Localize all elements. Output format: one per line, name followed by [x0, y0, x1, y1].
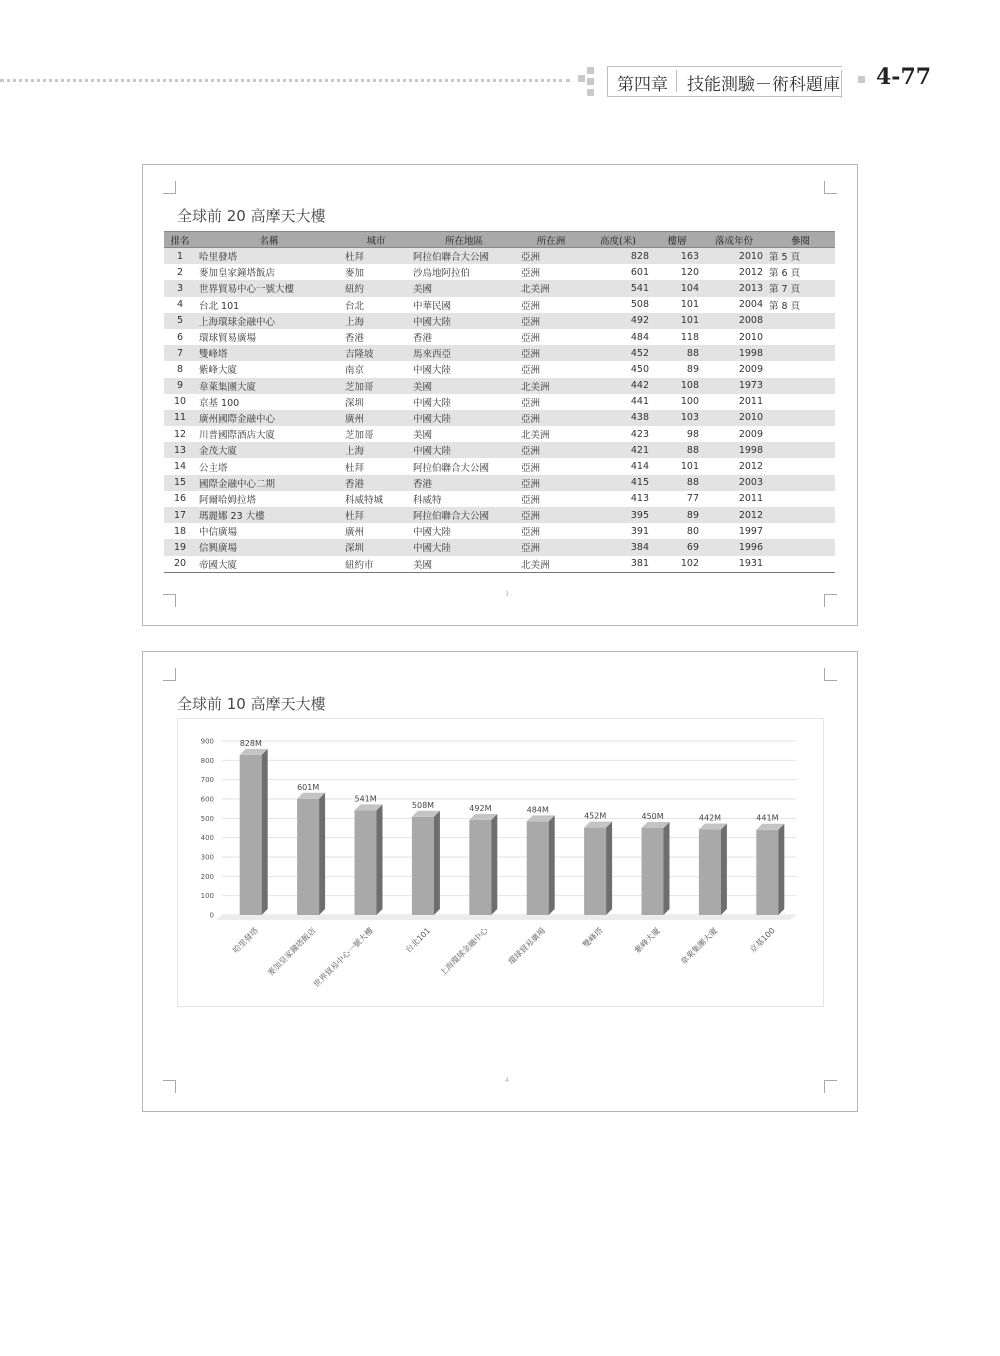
table-cell: 科威特 — [413, 494, 442, 506]
column-header: 高度(米) — [584, 232, 652, 248]
table-cell: 美國 — [410, 556, 518, 573]
header-square-decoration — [587, 67, 594, 74]
table-cell: 亞洲 — [521, 268, 541, 280]
table-cell: 亞洲 — [518, 345, 584, 361]
x-category-label: 世界貿易中心一號大樓 — [311, 926, 375, 989]
chapter-divider — [841, 70, 842, 98]
table-cell — [766, 442, 835, 458]
table-cell: 391 — [630, 525, 649, 537]
bar-chart — [178, 719, 823, 1006]
table-cell: 杜拜 — [345, 462, 365, 474]
bar — [469, 820, 491, 915]
x-category-label: 上海環球金融中心 — [438, 926, 490, 978]
crop-mark — [824, 668, 837, 681]
table-cell: 9 — [164, 378, 196, 394]
table-cell: 亞洲 — [521, 462, 541, 474]
table-cell: 亞洲 — [518, 475, 584, 491]
table-cell: 亞洲 — [521, 397, 541, 409]
table-cell: 亞洲 — [518, 442, 584, 458]
table-cell: 香港 — [345, 333, 365, 345]
table-cell: 亞洲 — [518, 539, 584, 555]
table-cell: 美國 — [410, 280, 518, 296]
table-cell: 第 8 頁 — [769, 300, 801, 312]
table-cell: 1998 — [702, 345, 766, 361]
data-label: 441M — [756, 813, 779, 823]
table-cell: 80 — [686, 525, 699, 537]
table-cell: 亞洲 — [518, 410, 584, 426]
table-cell: 69 — [652, 539, 702, 555]
table-cell: 414 — [630, 461, 649, 473]
table-cell: 中國大陸 — [410, 442, 518, 458]
data-label: 450M — [641, 812, 664, 821]
header-square-decoration — [587, 89, 594, 96]
table-cell: 2010 — [738, 331, 763, 343]
table-cell — [766, 507, 835, 523]
table-cell: 上海環球金融中心 — [196, 313, 342, 329]
table-cell: 帝國大廈 — [196, 556, 342, 573]
table-cell: 484 — [630, 331, 649, 343]
table-cell: 508 — [630, 299, 649, 311]
table-cell: 上海 — [342, 313, 410, 329]
table-cell: 2008 — [702, 313, 766, 329]
table-cell: 杜拜 — [342, 248, 410, 265]
table-cell: 89 — [686, 363, 699, 375]
table-cell: 麥加皇家鐘塔飯店 — [199, 268, 276, 280]
table-cell: 2012 — [738, 461, 763, 473]
table-cell: 20 — [164, 556, 196, 573]
bar-side — [549, 815, 555, 915]
column-header: 排名 — [164, 232, 196, 248]
table-cell: 10 — [173, 396, 187, 408]
table-cell: 芝加哥 — [345, 430, 374, 442]
bar-side — [262, 749, 268, 915]
page-number: 4-77 — [876, 64, 932, 90]
table-cell: 108 — [652, 378, 702, 394]
x-category-label: 雙峰塔 — [581, 926, 605, 950]
table-cell: 163 — [652, 248, 702, 265]
table-cell: 2010 — [702, 410, 766, 426]
table-cell: 廣州 — [345, 527, 365, 539]
table-cell: 亞洲 — [521, 527, 541, 539]
table-cell: 11 — [164, 410, 196, 426]
table-cell: 香港 — [410, 475, 518, 491]
table-cell: 2011 — [738, 493, 763, 505]
table-cell: 亞洲 — [521, 494, 541, 506]
table-cell: 1 — [164, 248, 196, 265]
table-cell: 阿爾哈姆拉塔 — [199, 494, 257, 506]
crop-mark — [824, 1080, 837, 1093]
table-cell: 492 — [584, 313, 652, 329]
table-cell: 阿拉伯聯合大公國 — [410, 248, 518, 265]
table-row — [164, 280, 835, 296]
table-cell: 2012 — [738, 266, 763, 278]
column-header: 落成年份 — [702, 232, 766, 248]
table-cell: 118 — [680, 331, 699, 343]
table-cell: 120 — [680, 266, 699, 278]
crop-mark — [163, 594, 176, 607]
table-cell: 395 — [584, 507, 652, 523]
table-cell: 423 — [630, 428, 649, 440]
table-cell: 亞洲 — [521, 365, 541, 377]
table-cell: 世界貿易中心一號大樓 — [196, 280, 342, 296]
table-cell: 中國大陸 — [410, 539, 518, 555]
data-label: 484M — [526, 805, 549, 815]
table-cell: 2003 — [702, 475, 766, 491]
slide-chart — [142, 651, 858, 1112]
table-cell: 雙峰塔 — [196, 345, 342, 361]
y-tick-label: 800 — [200, 756, 214, 765]
bar — [240, 755, 262, 915]
data-label: 452M — [584, 811, 607, 821]
y-tick-label: 600 — [200, 795, 214, 804]
chart-area — [177, 718, 824, 1007]
crop-mark — [824, 594, 837, 607]
table-cell: 2011 — [738, 396, 763, 408]
table-cell: 北美洲 — [521, 430, 550, 442]
bar — [412, 817, 434, 915]
table-cell: 北美洲 — [518, 280, 584, 296]
table-cell: 吉隆坡 — [342, 345, 410, 361]
table-cell: 亞洲 — [518, 507, 584, 523]
table-cell: 441 — [630, 396, 649, 408]
table-row — [164, 458, 835, 474]
slide-title: 全球前 10 高摩天大樓 — [177, 695, 326, 713]
table-cell: 中信廣場 — [199, 527, 238, 539]
table-cell: 深圳 — [345, 397, 365, 409]
page-number-marker — [858, 76, 865, 83]
data-label: 492M — [469, 803, 492, 813]
table-row — [164, 345, 835, 361]
bar — [297, 799, 319, 915]
bar-side — [778, 824, 784, 915]
table-cell: 中國大陸 — [410, 313, 518, 329]
bar-side — [664, 822, 670, 915]
x-category-label: 京基100 — [748, 926, 777, 955]
table-cell: 13 — [164, 442, 196, 458]
table-cell: 1997 — [738, 525, 763, 537]
table-cell: 381 — [584, 556, 652, 573]
table-cell: 104 — [652, 280, 702, 296]
table-cell: 88 — [652, 475, 702, 491]
table-cell: 102 — [652, 556, 702, 573]
table-cell: 國際金融中心二期 — [196, 475, 342, 491]
table-row — [164, 556, 835, 573]
chapter-label: 第四章 — [617, 75, 668, 95]
table-cell: 89 — [652, 507, 702, 523]
y-tick-label: 0 — [209, 911, 214, 920]
bar-side — [434, 811, 440, 915]
column-header: 樓層 — [652, 232, 702, 248]
bar — [699, 830, 721, 915]
table-cell: 828 — [584, 248, 652, 265]
bar-side — [491, 814, 497, 915]
table-row — [164, 523, 835, 539]
table-cell: 77 — [686, 493, 699, 505]
bar — [355, 810, 377, 915]
table-cell — [766, 491, 835, 507]
data-label: 442M — [698, 813, 722, 823]
table-cell: 公主塔 — [199, 462, 228, 474]
table-row — [164, 329, 835, 345]
table-cell: 京基 100 — [199, 397, 240, 409]
table-cell: 12 — [173, 428, 187, 440]
slide-title: 全球前 20 高摩天大樓 — [177, 207, 326, 225]
table-cell — [766, 329, 835, 345]
table-row — [164, 442, 835, 458]
table-row — [164, 394, 835, 410]
table-row — [164, 507, 835, 523]
table-cell: 北美洲 — [518, 556, 584, 573]
y-tick-label: 400 — [200, 834, 214, 843]
table-cell: 深圳 — [342, 539, 410, 555]
column-header: 參閱 — [766, 232, 835, 248]
table-cell: 紐約 — [342, 280, 410, 296]
table-cell: 阿拉伯聯合大公國 — [413, 462, 490, 474]
table-cell: 中國大陸 — [413, 527, 452, 539]
table-cell: 452 — [584, 345, 652, 361]
table-cell: 7 — [164, 345, 196, 361]
table-cell: 北美洲 — [518, 378, 584, 394]
table-cell: 1996 — [702, 539, 766, 555]
table-cell: 台北 — [345, 300, 365, 312]
y-tick-label: 200 — [200, 872, 214, 881]
table-cell: 450 — [630, 363, 649, 375]
slide-table — [142, 164, 858, 626]
table-cell: 川普國際酒店大廈 — [199, 430, 276, 442]
table-cell — [766, 523, 835, 539]
table-cell: 馬來西亞 — [410, 345, 518, 361]
x-category-label: 麥加皇家鐘塔飯店 — [265, 926, 318, 978]
table-cell: 廣州國際金融中心 — [196, 410, 342, 426]
skyscraper-table — [164, 231, 835, 573]
table-cell — [766, 426, 835, 442]
table-cell: 98 — [686, 428, 699, 440]
table-cell: 3 — [164, 280, 196, 296]
table-cell: 88 — [652, 442, 702, 458]
table-cell: 15 — [164, 475, 196, 491]
table-cell: 17 — [164, 507, 196, 523]
table-cell: 亞洲 — [521, 300, 541, 312]
table-cell: 103 — [652, 410, 702, 426]
table-cell: 18 — [173, 525, 187, 537]
table-cell: 2012 — [702, 507, 766, 523]
table-cell — [766, 475, 835, 491]
bar-side — [606, 822, 612, 915]
table-cell: 中國大陸 — [413, 397, 452, 409]
table-cell: 香港 — [342, 475, 410, 491]
table-cell: 廣州 — [342, 410, 410, 426]
table-cell — [766, 394, 835, 410]
bar-side — [377, 804, 383, 915]
table-cell: 韋萊集團大廈 — [196, 378, 342, 394]
x-category-label: 哈里發塔 — [231, 926, 261, 956]
bar — [756, 830, 778, 915]
table-cell: 6 — [176, 331, 184, 343]
table-cell: 1973 — [702, 378, 766, 394]
table-row — [164, 475, 835, 491]
table-cell: 環球貿易廣場 — [199, 333, 257, 345]
data-label: 508M — [411, 800, 435, 810]
bar-side — [721, 824, 727, 915]
table-cell: 第 6 頁 — [769, 268, 801, 280]
table-cell: 442 — [584, 378, 652, 394]
chapter-divider — [676, 70, 677, 92]
table-cell: 413 — [630, 493, 649, 505]
table-cell: 4 — [176, 299, 184, 311]
table-cell: 美國 — [410, 378, 518, 394]
table-cell — [766, 539, 835, 555]
table-cell: 瑪麗娜 23 大樓 — [196, 507, 342, 523]
bar — [527, 821, 549, 915]
table-cell: 101 — [680, 299, 699, 311]
table-cell: 101 — [652, 313, 702, 329]
y-tick-label: 100 — [200, 892, 214, 901]
table-cell — [766, 345, 835, 361]
slide-number: 4 — [505, 1077, 509, 1084]
table-cell: 541 — [584, 280, 652, 296]
table-header-row — [164, 232, 835, 248]
table-cell: 哈里發塔 — [196, 248, 342, 265]
table-cell: 16 — [173, 493, 187, 505]
table-cell: 2009 — [738, 428, 763, 440]
y-tick-label: 900 — [200, 737, 214, 746]
bar — [584, 828, 606, 915]
table-cell — [766, 361, 835, 377]
table-cell: 麥加 — [345, 268, 365, 280]
table-cell: 上海 — [342, 442, 410, 458]
table-cell: 美國 — [413, 430, 433, 442]
table-cell — [766, 556, 835, 573]
data-label: 601M — [297, 782, 320, 792]
slide-number: 3 — [505, 591, 509, 598]
table-cell: 421 — [584, 442, 652, 458]
table-cell: 601 — [630, 266, 649, 278]
x-category-label: 環球貿易廣場 — [506, 926, 548, 967]
table-cell: 亞洲 — [518, 248, 584, 265]
table-row — [164, 426, 835, 442]
header-square-decoration — [578, 75, 585, 82]
table-row — [164, 491, 835, 507]
crop-mark — [163, 1080, 176, 1093]
table-cell: 紐約市 — [342, 556, 410, 573]
table-cell: 第 7 頁 — [766, 280, 835, 296]
table-cell: 亞洲 — [521, 333, 541, 345]
table-cell — [766, 378, 835, 394]
table-cell: 紫峰大廈 — [199, 365, 238, 377]
y-tick-label: 700 — [200, 776, 214, 785]
column-header: 名稱 — [196, 232, 342, 248]
table-cell: 南京 — [345, 365, 365, 377]
bar-side — [319, 793, 325, 915]
chapter-title: 技能測驗－術科題庫 — [687, 75, 840, 95]
table-cell: 5 — [164, 313, 196, 329]
header-square-decoration — [587, 78, 594, 85]
table-cell: 芝加哥 — [342, 378, 410, 394]
table-cell: 中華民國 — [413, 300, 452, 312]
table-cell: 信興廣場 — [196, 539, 342, 555]
bar — [642, 828, 664, 915]
x-category-label: 台北101 — [403, 926, 433, 955]
table-cell — [766, 458, 835, 474]
table-cell: 19 — [164, 539, 196, 555]
table-cell: 2 — [176, 266, 184, 278]
table-cell: 沙烏地阿拉伯 — [413, 268, 471, 280]
table-cell: 第 5 頁 — [766, 248, 835, 265]
table-cell: 阿拉伯聯合大公國 — [410, 507, 518, 523]
table-row — [164, 264, 835, 280]
y-tick-label: 300 — [200, 853, 214, 862]
table-cell: 香港 — [413, 333, 433, 345]
table-cell: 杜拜 — [342, 507, 410, 523]
x-category-label: 紫峰大廈 — [632, 926, 662, 956]
table-cell: 88 — [652, 345, 702, 361]
table-cell: 101 — [680, 461, 699, 473]
table-cell: 1998 — [702, 442, 766, 458]
table-cell: 科威特城 — [345, 494, 384, 506]
table-cell: 8 — [176, 363, 184, 375]
table-cell: 2004 — [738, 299, 763, 311]
table-cell: 中國大陸 — [410, 410, 518, 426]
table-cell: 2013 — [702, 280, 766, 296]
table-cell: 384 — [584, 539, 652, 555]
x-category-label: 韋萊集團大廈 — [679, 926, 720, 967]
table-cell: 1931 — [702, 556, 766, 573]
crop-mark — [163, 668, 176, 681]
table-cell: 14 — [173, 461, 187, 473]
table-cell: 2010 — [702, 248, 766, 265]
crop-mark — [824, 181, 837, 194]
header-dotted-rule — [0, 79, 570, 82]
table-cell: 438 — [584, 410, 652, 426]
table-cell: 415 — [584, 475, 652, 491]
table-cell: 金茂大廈 — [196, 442, 342, 458]
data-label: 541M — [354, 794, 377, 804]
table-row — [164, 248, 835, 265]
table-row — [164, 297, 835, 313]
chart-floor — [216, 915, 796, 920]
table-row — [164, 313, 835, 329]
table-row — [164, 361, 835, 377]
table-cell: 台北 101 — [199, 300, 240, 312]
table-row — [164, 410, 835, 426]
data-label: 828M — [239, 738, 262, 748]
column-header: 所在洲 — [518, 232, 584, 248]
table-cell: 2009 — [738, 363, 763, 375]
column-header: 所在地區 — [410, 232, 518, 248]
table-cell: 中國大陸 — [413, 365, 452, 377]
column-header: 城市 — [342, 232, 410, 248]
table-row — [164, 539, 835, 555]
table-cell — [766, 313, 835, 329]
table-cell — [766, 410, 835, 426]
crop-mark — [163, 181, 176, 194]
table-cell: 100 — [680, 396, 699, 408]
table-cell: 亞洲 — [518, 313, 584, 329]
y-tick-label: 500 — [200, 814, 214, 823]
table-row — [164, 378, 835, 394]
